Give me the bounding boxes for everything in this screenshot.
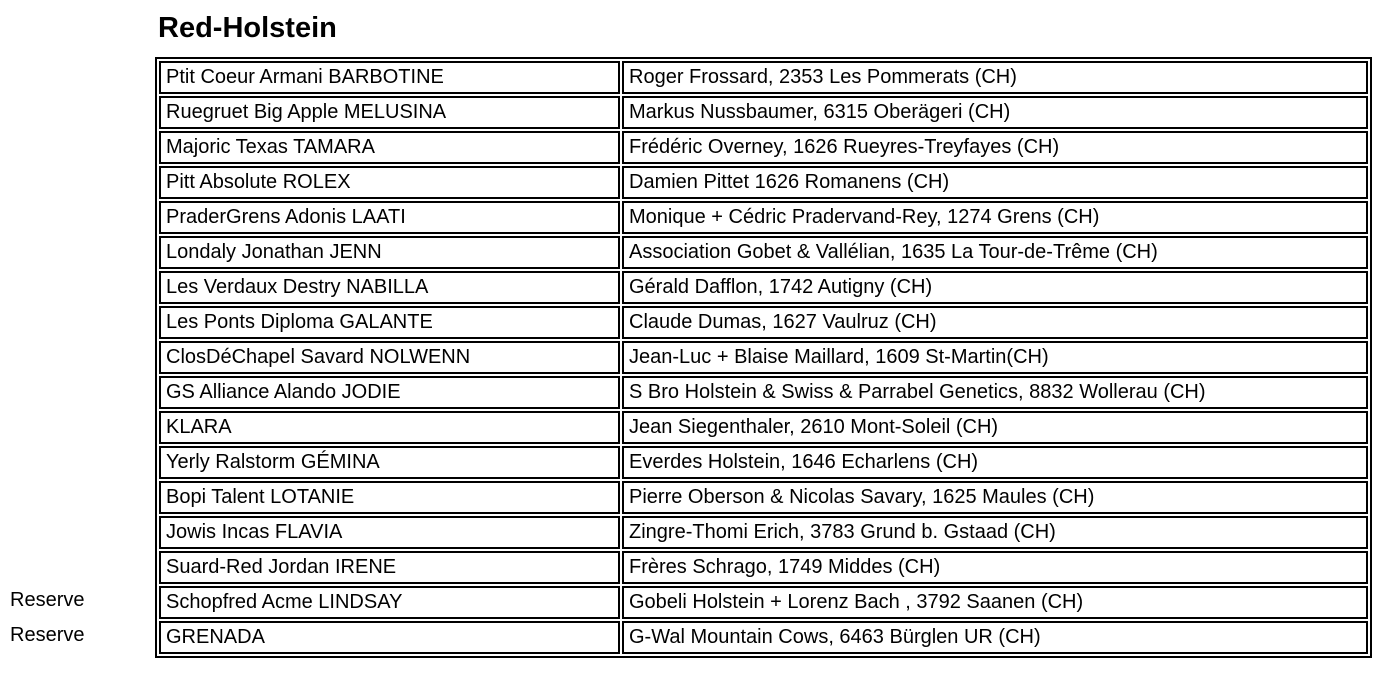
owner-cell: Roger Frossard, 2353 Les Pommerats (CH)	[622, 61, 1368, 94]
table-row	[159, 166, 1368, 199]
animal-name-cell: Majoric Texas TAMARA	[159, 131, 620, 164]
table-row	[159, 411, 1368, 444]
reserve-label: Reserve	[10, 624, 85, 646]
animal-name-cell: Londaly Jonathan JENN	[159, 236, 620, 269]
animal-name-cell: ClosDéChapel Savard NOLWENN	[159, 341, 620, 374]
owner-cell: Gérald Dafflon, 1742 Autigny (CH)	[622, 271, 1368, 304]
table-row	[159, 446, 1368, 479]
table-row	[159, 61, 1368, 94]
table-row	[159, 236, 1368, 269]
animal-name-cell: Ruegruet Big Apple MELUSINA	[159, 96, 620, 129]
table-row	[159, 516, 1368, 549]
table-row	[159, 341, 1368, 374]
owner-cell: Damien Pittet 1626 Romanens (CH)	[622, 166, 1368, 199]
owner-cell: Zingre-Thomi Erich, 3783 Grund b. Gstaad (CH)	[622, 516, 1368, 549]
animal-name-cell: Yerly Ralstorm GÉMINA	[159, 446, 620, 479]
owner-cell: Frères Schrago, 1749 Middes (CH)	[622, 551, 1368, 584]
owner-cell: Frédéric Overney, 1626 Rueyres-Treyfayes (CH)	[622, 131, 1368, 164]
animal-name-cell: Suard-Red Jordan IRENE	[159, 551, 620, 584]
table-row	[159, 306, 1368, 339]
animal-name-cell: Bopi Talent LOTANIE	[159, 481, 620, 514]
animal-name-cell: PraderGrens Adonis LAATI	[159, 201, 620, 234]
animal-name-cell: GS Alliance Alando JODIE	[159, 376, 620, 409]
reserve-label: Reserve	[10, 589, 85, 611]
animal-name-cell: Ptit Coeur Armani BARBOTINE	[159, 61, 620, 94]
owner-cell: Monique + Cédric Pradervand-Rey, 1274 Grens (CH)	[622, 201, 1368, 234]
animal-name-cell: KLARA	[159, 411, 620, 444]
table-row	[159, 551, 1368, 584]
animal-name-cell: Les Ponts Diploma GALANTE	[159, 306, 620, 339]
table-row	[159, 131, 1368, 164]
table-row	[159, 96, 1368, 129]
owner-cell: G-Wal Mountain Cows, 6463 Bürglen UR (CH)	[622, 621, 1368, 654]
animal-name-cell: Pitt Absolute ROLEX	[159, 166, 620, 199]
page-title: Red-Holstein	[158, 12, 337, 44]
table-row	[159, 586, 1368, 619]
owner-cell: Everdes Holstein, 1646 Echarlens (CH)	[622, 446, 1368, 479]
owner-cell: Jean-Luc + Blaise Maillard, 1609 St-Martin(CH)	[622, 341, 1368, 374]
owner-cell: Gobeli Holstein + Lorenz Bach , 3792 Saanen (CH)	[622, 586, 1368, 619]
table-row	[159, 271, 1368, 304]
table-row	[159, 481, 1368, 514]
owner-cell: Pierre Oberson & Nicolas Savary, 1625 Maules (CH)	[622, 481, 1368, 514]
animal-name-cell: Schopfred Acme LINDSAY	[159, 586, 620, 619]
owner-cell: Jean Siegenthaler, 2610 Mont-Soleil (CH)	[622, 411, 1368, 444]
owner-cell: Association Gobet & Vallélian, 1635 La Tour-de-Trême (CH)	[622, 236, 1368, 269]
table-row	[159, 201, 1368, 234]
owner-cell: Claude Dumas, 1627 Vaulruz (CH)	[622, 306, 1368, 339]
animal-name-cell: GRENADA	[159, 621, 620, 654]
owner-cell: S Bro Holstein & Swiss & Parrabel Genetics, 8832 Wollerau (CH)	[622, 376, 1368, 409]
table-row	[159, 621, 1368, 654]
animal-name-cell: Les Verdaux Destry NABILLA	[159, 271, 620, 304]
owner-cell: Markus Nussbaumer, 6315 Oberägeri (CH)	[622, 96, 1368, 129]
table-row	[159, 376, 1368, 409]
prize-table	[155, 57, 1372, 658]
animal-name-cell: Jowis Incas FLAVIA	[159, 516, 620, 549]
